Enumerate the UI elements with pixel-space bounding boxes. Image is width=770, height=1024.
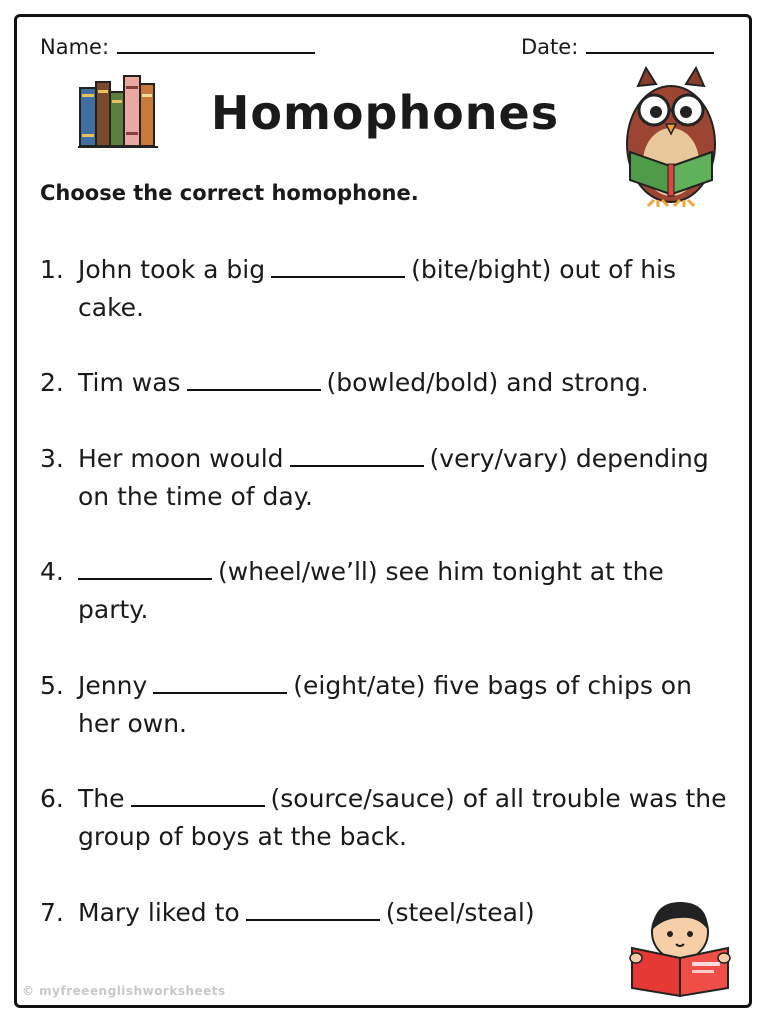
answer-blank-3[interactable]: [290, 445, 424, 467]
question-text: The: [78, 784, 125, 813]
question-text: John took a big: [78, 255, 266, 284]
question-2: [40, 364, 740, 402]
question-6: [40, 780, 740, 856]
date-label: Date:: [521, 35, 579, 59]
name-label: Name:: [40, 35, 110, 59]
question-choices: (bite/bight) out of his cake.: [78, 255, 677, 322]
question-5: [40, 667, 740, 743]
question-choices: (steel/steal): [385, 898, 535, 927]
name-blank[interactable]: [117, 34, 315, 54]
date-line: [521, 34, 714, 59]
answer-blank-1[interactable]: [271, 256, 405, 278]
child-reading-icon: [628, 896, 732, 998]
question-text: Mary liked to: [78, 898, 240, 927]
question-text: Her moon would: [78, 444, 284, 473]
question-choices: (wheel/we’ll) see him tonight at the party.: [78, 557, 664, 624]
question-text: Jenny: [78, 671, 148, 700]
instruction: Choose the correct homophone.: [40, 181, 419, 205]
answer-blank-2[interactable]: [187, 369, 321, 391]
answer-blank-6[interactable]: [131, 785, 265, 807]
owl-reading-icon: [616, 66, 726, 208]
answer-blank-4[interactable]: [78, 558, 212, 580]
answer-blank-5[interactable]: [153, 672, 287, 694]
question-number: 4.: [40, 557, 64, 586]
question-3: [40, 440, 740, 516]
question-number: 7.: [40, 898, 64, 927]
question-1: [40, 251, 740, 327]
question-number: 3.: [40, 444, 64, 473]
question-choices: (eight/ate) five bags of chips on her own.: [78, 671, 692, 738]
question-choices: (very/vary) depending on the time of day.: [78, 444, 709, 511]
question-choices: (source/sauce) of all trouble was the group of boys at the back.: [78, 784, 727, 851]
question-number: 1.: [40, 255, 64, 284]
question-4: [40, 553, 740, 629]
question-text: Tim was: [78, 368, 181, 397]
name-line: [40, 34, 315, 59]
question-number: 2.: [40, 368, 64, 397]
question-number: 5.: [40, 671, 64, 700]
answer-blank-7[interactable]: [246, 899, 380, 921]
date-blank[interactable]: [586, 34, 714, 54]
question-choices: (bowled/bold) and strong.: [326, 368, 649, 397]
page-title: Homophones: [210, 86, 560, 140]
watermark-footer: © myfreeenglishworksheets: [22, 984, 226, 998]
question-number: 6.: [40, 784, 64, 813]
